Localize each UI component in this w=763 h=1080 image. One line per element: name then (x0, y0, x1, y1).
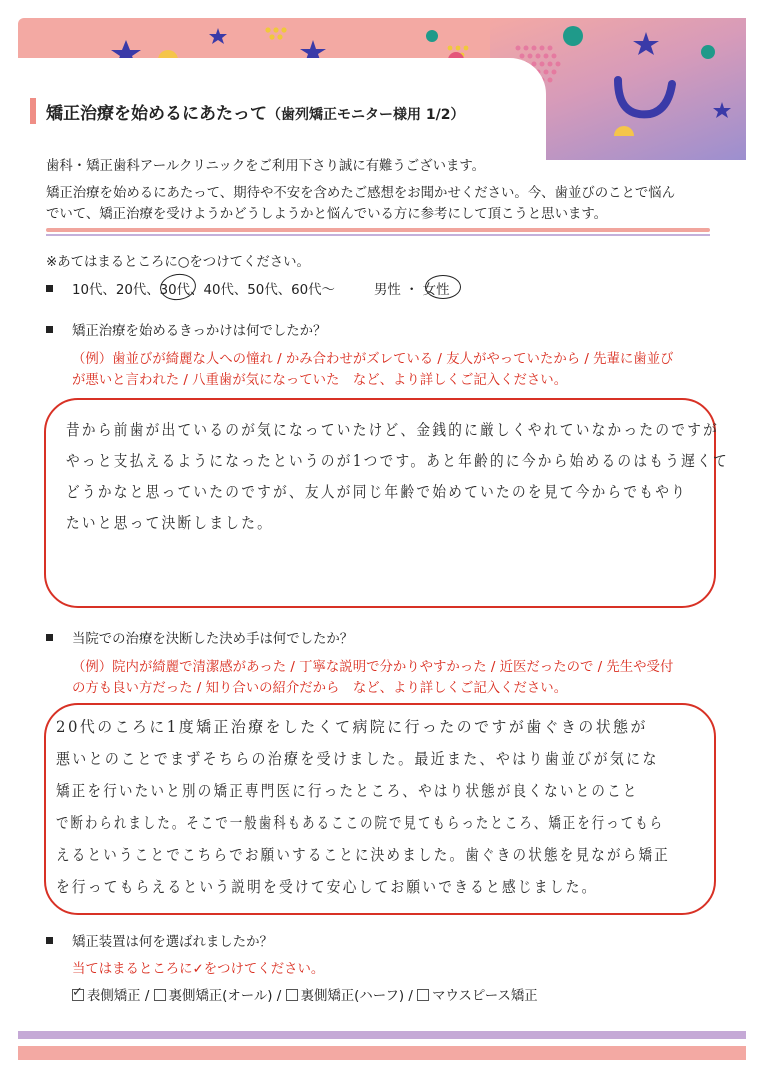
title-accent-bar (30, 98, 36, 124)
bullet-icon (46, 937, 53, 944)
option-separator: / (276, 989, 282, 1004)
intro-line-2: 矯正治療を始めるにあたって、期待や不安を含めたご感想をお聞かせください。今、歯並びのことで悩ん (46, 186, 676, 201)
q2-answer-line-6: を行ってもらえるという説明を受けて安心してお願いできると感じました。 (56, 878, 598, 896)
q2-answer-line-1: 20代のころに1度矯正治療をしたくて病院に行ったのですが歯ぐきの状態が (56, 718, 648, 736)
option-mouthpiece-label: マウスピース矯正 (432, 989, 538, 1004)
smile-icon (618, 80, 672, 114)
q1-answer-line-1: 昔から前歯が出ているのが気になっていたけど、金銭的に厳しくやれていなかったのですが (66, 421, 720, 439)
gender-options[interactable]: 男性 ・ 女性 (374, 283, 450, 298)
bullet-icon (46, 326, 53, 333)
q2-answer-line-4: で断わられました。そこで一般歯科もあるここの院で見てもらったところ、矯正を行ってもら (56, 814, 665, 832)
q1-answer-line-4: たいと思って決断しました。 (66, 514, 274, 532)
q2-example-1: （例）院内が綺麗で清潔感があった / 丁寧な説明で分かりやすかった / 近医だったので / 先生や受付 (72, 660, 674, 675)
q1-answer-line-2: やっと支払えるようになったというのが1つです。あと年齢的に今から始めるのはもう遅くて (66, 452, 729, 470)
device-options (72, 985, 538, 1004)
divider (46, 228, 710, 232)
page-title-main: 矯正治療を始めるにあたって (46, 104, 267, 124)
q2-example-2: の方も良い方だった / 知り合いの紹介だから など、より詳しくご記入ください。 (72, 681, 568, 696)
checkbox-mouthpiece[interactable] (417, 989, 429, 1001)
q2-answer-line-5: えるということでこちらでお願いすることに決めました。歯ぐきの状態を見ながら矯正 (56, 846, 671, 864)
divider (46, 234, 710, 236)
intro-line-1: 歯科・矯正歯科アールクリニックをご利用下さり誠に有難うございます。 (46, 159, 486, 174)
dot-icon (563, 26, 583, 46)
q1-example-2: が悪いと言われた / 八重歯が気になっていた など、より詳しくご記入ください。 (72, 373, 568, 388)
age-options[interactable]: 10代、20代、30代、40代、50代、60代～ (72, 283, 335, 298)
q2-answer-line-2: 悪いとのことでまずそちらの治療を受けました。最近また、やはり歯並びが気にな (56, 750, 659, 768)
checkbox-front[interactable] (72, 985, 84, 1001)
q2-question: 当院での治療を決断した決め手は何でしたか？ (72, 632, 354, 647)
star-icon (209, 28, 227, 44)
bullet-icon (46, 634, 53, 641)
checkbox-lingual-half[interactable] (286, 989, 298, 1001)
q3-question: 矯正装置は何を選ばれましたか？ (72, 935, 273, 950)
bullet-icon (46, 285, 53, 292)
star-icon (633, 32, 659, 55)
footer-stripe-salmon (18, 1046, 746, 1060)
dot-icon (426, 30, 438, 42)
footer-stripe-lavender (18, 1031, 746, 1039)
q1-example-1: （例）歯並びが綺麗な人への憧れ / かみ合わせがズレている / 友人がやっていたから / 先輩に歯並び (72, 352, 674, 367)
selected-gender-circle (425, 275, 461, 299)
checkbox-lingual-full[interactable] (154, 989, 166, 1001)
option-lingual-full-label: 裏側矯正(オール) (168, 989, 273, 1004)
option-separator: / (144, 989, 150, 1004)
page-title-subtitle: （歯列矯正モニター様用 1/2） (267, 107, 465, 123)
q2-answer-line-3: 矯正を行いたいと別の矯正専門医に行ったところ、やはり状態が良くないとのこと (56, 782, 639, 800)
option-separator: / (408, 989, 413, 1004)
intro-line-3: でいて、矯正治療を受けようかどうしようかと悩んでいる方に参考にして頂こうと思います。 (46, 207, 608, 222)
q1-answer-line-3: どうかなと思っていたのですが、友人が同じ年齢で始めていたのを見て今からでもやり (66, 483, 688, 501)
star-icon (713, 102, 731, 118)
option-front-label: 表側矯正 (87, 989, 141, 1004)
page-title (46, 99, 464, 124)
check-icon: ✓ (72, 985, 83, 1000)
option-lingual-half-label: 裏側矯正(ハーフ) (300, 989, 405, 1004)
instruction-note: ※あてはまるところに○をつけてください。 (46, 255, 310, 270)
q1-question: 矯正治療を始めるきっかけは何でしたか？ (72, 324, 327, 339)
q3-instruction: 当てはまるところに✓をつけてください。 (72, 962, 325, 977)
